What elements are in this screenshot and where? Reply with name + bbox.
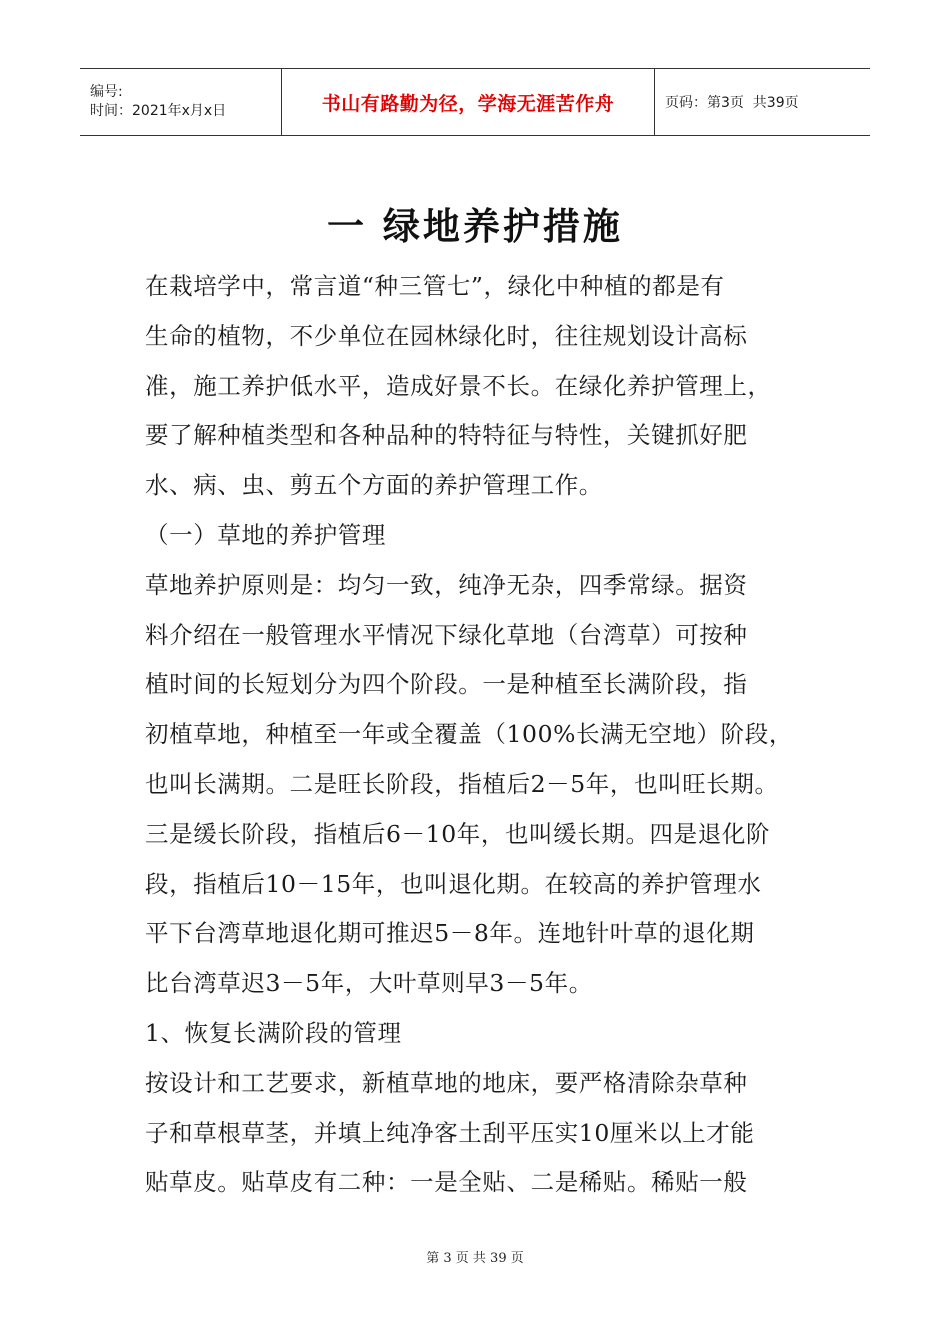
text-line: 贴草皮。贴草皮有二种：一是全贴、二是稀贴。稀贴一般 (145, 1168, 748, 1197)
text-line: 按设计和工艺要求，新植草地的地床，要严格清除杂草种 (145, 1068, 748, 1097)
section-heading: （一）草地的养护管理 (145, 520, 386, 549)
text-line: 水、病、虫、剪五个方面的养护管理工作。 (145, 471, 603, 500)
text-line: 植时间的长短划分为四个阶段。一是种植至长满阶段，指 (145, 670, 748, 699)
header-motto-cell (282, 69, 655, 135)
text-line: 准，施工养护低水平，造成好景不长。在绿化养护管理上， (145, 371, 772, 400)
header-page-cell (655, 69, 870, 135)
text-line: 要了解种植类型和各种品种的特特征与特性，关键抓好肥 (145, 421, 748, 450)
text-line: 初植草地，种植至一年或全覆盖（100%长满无空地）阶段， (145, 720, 793, 749)
number-label: 编号: (90, 84, 123, 100)
text-line: 料介绍在一般管理水平情况下绿化草地（台湾草）可按种 (145, 620, 748, 649)
text-line: 比台湾草迟3－5年，大叶草则早3－5年。 (145, 969, 593, 998)
subsection-heading: 1、恢复长满阶段的管理 (145, 1018, 402, 1047)
date-label: 时间：2021年x月x日 (90, 103, 227, 119)
body-text (145, 262, 825, 1208)
text-line: 平下台湾草地退化期可推迟5－8年。连地针叶草的退化期 (145, 919, 755, 948)
page-label: 页码：第3页 共39页 (665, 95, 799, 111)
page-header (80, 68, 870, 136)
text-line: 草地养护原则是：均匀一致，纯净无杂，四季常绿。据资 (145, 570, 748, 599)
motto-text: 书山有路勤为径，学海无涯苦作舟 (321, 92, 615, 115)
header-info-cell (80, 69, 282, 135)
text-line: 在栽培学中，常言道“种三管七”，绿化中种植的都是有 (145, 272, 725, 300)
page-footer: 第 3 页 共 39 页 (426, 1251, 524, 1266)
text-line: 三是缓长阶段，指植后6－10年，也叫缓长期。四是退化阶 (145, 819, 771, 848)
document-title: 一 绿地养护措施 (327, 205, 623, 248)
text-line: 段，指植后10－15年，也叫退化期。在较高的养护管理水 (145, 869, 762, 898)
text-line: 也叫长满期。二是旺长阶段，指植后2－5年，也叫旺长期。 (145, 769, 779, 798)
text-line: 生命的植物，不少单位在园林绿化时，往往规划设计高标 (145, 321, 748, 350)
text-line: 子和草根草茎，并填上纯净客土刮平压实10厘米以上才能 (145, 1118, 755, 1147)
